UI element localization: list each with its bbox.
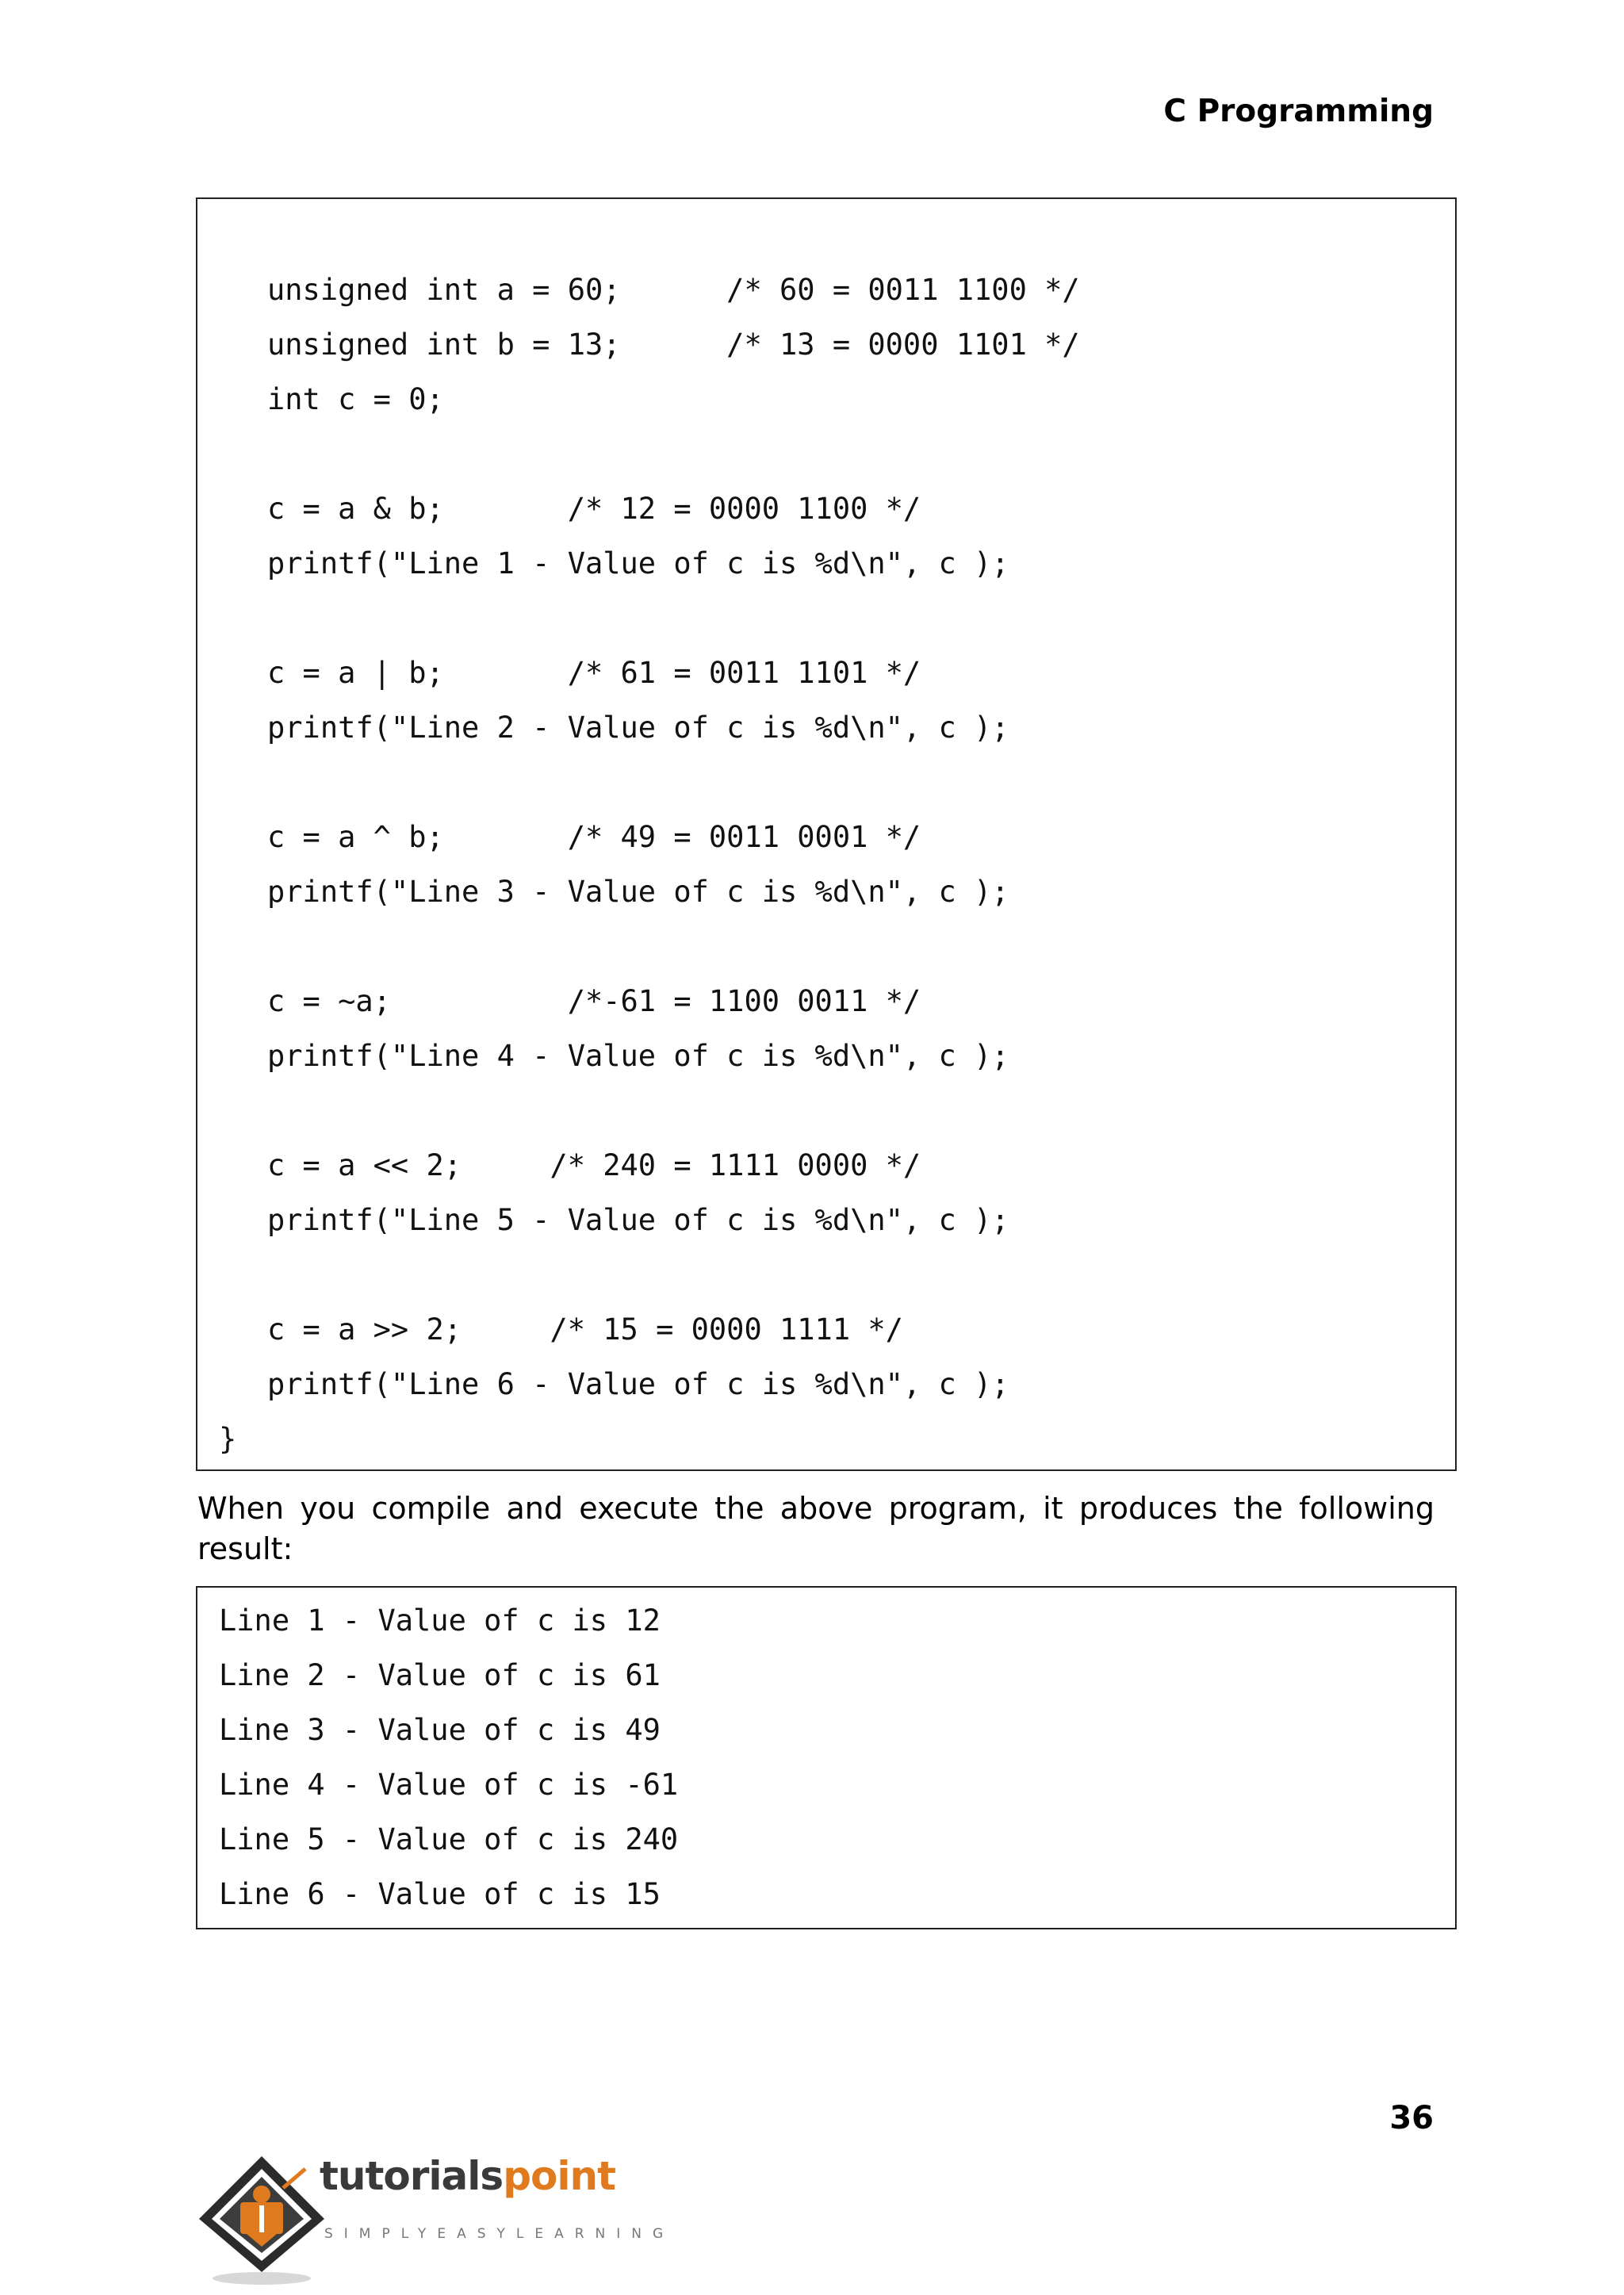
page-number: 36 [1389,2100,1434,2136]
code-line: c = a >> 2; /* 15 = 0000 1111 */ [267,1312,903,1347]
code-block [196,197,1457,1471]
code-line: printf("Line 5 - Value of c is %d\n", c ); [267,1203,1009,1237]
output-line: Line 6 - Value of c is 15 [219,1877,661,1911]
code-closing-brace: } [219,1422,237,1456]
code-line: printf("Line 1 - Value of c is %d\n", c ); [267,546,1009,580]
output-line: Line 5 - Value of c is 240 [219,1822,679,1856]
output-line: Line 4 - Value of c is -61 [219,1768,679,1802]
logo-diamond-icon [194,2153,329,2288]
page-header-title: C Programming [1163,94,1434,129]
code-line: int c = 0; [267,382,444,416]
code-line: printf("Line 2 - Value of c is %d\n", c ); [267,711,1009,745]
code-line: c = ~a; /*-61 = 1100 0011 */ [267,984,921,1018]
code-line: printf("Line 4 - Value of c is %d\n", c ); [267,1039,1009,1073]
tutorialspoint-logo [194,2153,675,2288]
body-paragraph: When you compile and execute the above program, it produces the following result: [197,1491,1434,1566]
logo-word-tutorials: tutorials [320,2153,504,2199]
code-line: c = a & b; /* 12 = 0000 1100 */ [267,492,921,526]
output-line: Line 3 - Value of c is 49 [219,1713,661,1747]
code-line: printf("Line 3 - Value of c is %d\n", c ); [267,875,1009,909]
logo-wordmark [320,2153,615,2199]
code-line: printf("Line 6 - Value of c is %d\n", c ); [267,1367,1009,1401]
code-line: c = a << 2; /* 240 = 1111 0000 */ [267,1148,921,1182]
output-block [196,1586,1457,1929]
logo-word-point: point [503,2153,615,2199]
logo-tagline: SIMPLYEASYLEARNING [324,2226,675,2242]
code-line: unsigned int b = 13; /* 13 = 0000 1101 */ [267,328,1080,362]
output-line: Line 2 - Value of c is 61 [219,1658,661,1692]
output-line: Line 1 - Value of c is 12 [219,1603,661,1638]
code-line: c = a ^ b; /* 49 = 0011 0001 */ [267,820,921,854]
code-line: unsigned int a = 60; /* 60 = 0011 1100 */ [267,273,1080,307]
code-line: c = a | b; /* 61 = 0011 1101 */ [267,656,921,690]
